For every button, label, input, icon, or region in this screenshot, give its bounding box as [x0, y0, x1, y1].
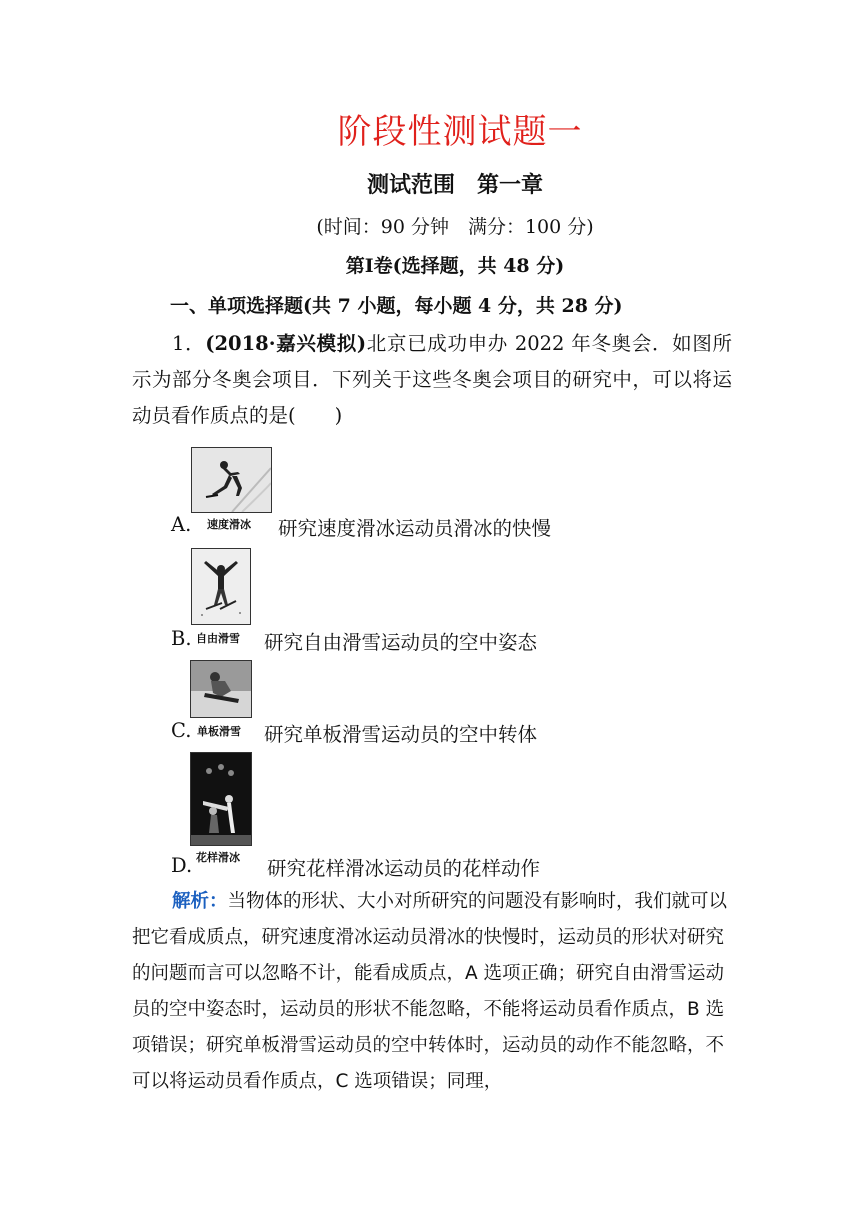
option-b-text: 研究自由滑雪运动员的空中姿态: [264, 631, 538, 654]
option-a-caption: 速度滑冰: [207, 518, 251, 531]
snowboard-image: [190, 660, 252, 718]
analysis-text: 当物体的形状、大小对所研究的问题没有影响时，我们就可以把它看成质点，研究速度滑冰运动员滑冰的快慢时，运动员的形状对研究的问题而言可以忽略不计，能看成质点，A 选项正确；研究自由滑雪运动员的空中姿态时，运动员的形状不能忽略，不能将运动员看作质点，B 选项错误；研究单板滑雪运动员的空中转体时，运动员的动作不能忽略，不可以将运动员看作质点，C 选项错误；同理，: [132, 891, 728, 1092]
option-b-letter: B.: [171, 627, 192, 650]
test-scope: 测试范围 第一章: [366, 172, 543, 198]
option-c-text: 研究单板滑雪运动员的空中转体: [264, 723, 538, 746]
volume-heading: 第Ⅰ卷(选择题，共 48 分): [345, 255, 565, 277]
analysis: [132, 884, 732, 1100]
option-d-caption: 花样滑冰: [196, 851, 240, 864]
option-c-letter: C.: [171, 719, 192, 742]
speed-skating-image: [191, 447, 272, 513]
figure-skating-image: [190, 752, 252, 846]
option-c-caption: 单板滑雪: [197, 725, 241, 738]
question-1: [132, 326, 732, 434]
page-title: 阶段性测试题一: [337, 112, 583, 152]
option-a-letter: A.: [171, 513, 192, 536]
question-source: (2018·嘉兴模拟): [205, 332, 367, 355]
option-d-letter: D.: [171, 854, 193, 877]
section-heading: 一、单项选择题(共 7 小题，每小题 4 分，共 28 分): [170, 295, 623, 317]
question-text: 北京已成功申办 2022 年冬奥会．如图所示为部分冬奥会项目．下列关于这些冬奥会项目的研究中，可以将运动员看作质点的是( ): [132, 332, 732, 427]
analysis-label: 解析：: [172, 891, 228, 912]
time-info: (时间：90 分钟 满分：100 分): [316, 216, 594, 238]
question-number: 1．: [172, 332, 206, 355]
option-b-caption: 自由滑雪: [196, 632, 240, 645]
option-d-text: 研究花样滑冰运动员的花样动作: [267, 857, 541, 880]
freestyle-skiing-image: [191, 548, 251, 625]
option-a-text: 研究速度滑冰运动员滑冰的快慢: [278, 517, 552, 540]
